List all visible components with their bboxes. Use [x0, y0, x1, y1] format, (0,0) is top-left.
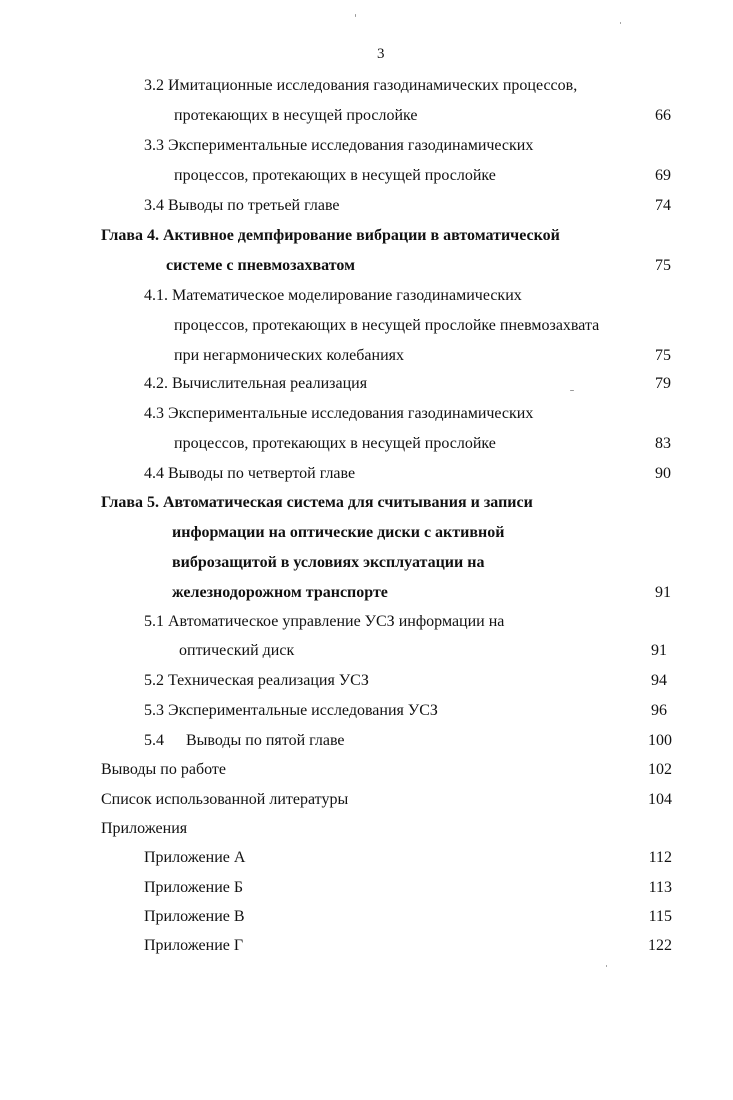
toc-references-page: 104 [648, 791, 672, 808]
toc-chapter-5-title-cont2: виброзащитой в условиях эксплуатации на [172, 554, 485, 571]
toc-entry-3-2-page: 66 [655, 107, 671, 124]
toc-entry-3-4-title: 3.4 Выводы по третьей главе [144, 197, 340, 214]
toc-entry-4-3-title: 4.3 Экспериментальные исследования газодинамических [144, 405, 534, 422]
toc-entry-5-2-page: 94 [651, 672, 667, 689]
toc-references-title: Список использованной литературы [101, 791, 349, 808]
toc-entry-5-4-page: 100 [648, 732, 672, 749]
toc-chapter-4-page: 75 [655, 257, 671, 274]
scan-speck [570, 390, 574, 391]
page-number: 3 [377, 46, 385, 62]
toc-entry-5-4-title: Выводы по пятой главе [186, 732, 345, 749]
toc-entry-3-2-title: 3.2 Имитационные исследования газодинамических процессов, [144, 77, 578, 94]
scan-speck [606, 965, 607, 967]
toc-entry-3-3-page: 69 [655, 167, 671, 184]
toc-appendix-a-page: 112 [648, 849, 672, 866]
toc-appendix-b-title: Приложение Б [144, 879, 244, 896]
toc-appendix-a-title: Приложение А [144, 849, 246, 866]
toc-entry-5-3-title: 5.3 Экспериментальные исследования УСЗ [144, 702, 438, 719]
toc-chapter-5-title-cont3: железнодорожном транспорте [172, 584, 388, 601]
toc-entry-4-1-title-cont: процессов, протекающих в несущей прослойке пневмозахвата [174, 317, 600, 334]
toc-conclusions-page: 102 [648, 761, 672, 778]
toc-appendix-c-title: Приложение В [144, 908, 245, 925]
toc-entry-3-3-title-cont: процессов, протекающих в несущей прослойке [174, 167, 496, 184]
toc-entry-4-3-page: 83 [655, 435, 671, 452]
toc-entry-4-2-title: 4.2. Вычислительная реализация [144, 375, 368, 392]
toc-appendices-title: Приложения [101, 820, 188, 837]
toc-entry-5-4-number: 5.4 [144, 732, 164, 749]
toc-entry-4-1-page: 75 [655, 347, 671, 364]
toc-entry-5-1-title: 5.1 Автоматическое управление УСЗ информации на [144, 613, 505, 630]
toc-entry-5-1-title-cont: оптический диск [179, 642, 295, 659]
toc-chapter-4-title-cont: системе с пневмозахватом [166, 257, 355, 274]
toc-entry-3-2-title-cont: протекающих в несущей прослойке [174, 107, 418, 124]
toc-entry-4-1-title-cont2: при негармонических колебаниях [174, 347, 405, 364]
toc-entry-4-3-title-cont: процессов, протекающих в несущей прослойке [174, 435, 496, 452]
toc-entry-4-1-title: 4.1. Математическое моделирование газодинамических [144, 287, 522, 304]
toc-entry-3-4-page: 74 [655, 197, 671, 214]
scan-speck [620, 22, 621, 24]
toc-entry-5-3-page: 96 [651, 702, 667, 719]
toc-chapter-4-title: Глава 4. Активное демпфирование вибрации в автоматической [101, 227, 560, 244]
toc-entry-5-1-page: 91 [651, 642, 667, 659]
toc-entry-4-2-page: 79 [655, 375, 671, 392]
toc-appendix-d-page: 122 [648, 937, 672, 954]
toc-appendix-c-page: 115 [648, 908, 672, 925]
toc-chapter-5-page: 91 [655, 584, 671, 601]
toc-conclusions-title: Выводы по работе [101, 761, 226, 778]
toc-appendix-d-title: Приложение Г [144, 937, 244, 954]
toc-chapter-5-title: Глава 5. Автоматическая система для считывания и записи [101, 494, 533, 511]
toc-entry-4-4-title: 4.4 Выводы по четвертой главе [144, 465, 356, 482]
toc-entry-5-2-title: 5.2 Техническая реализация УСЗ [144, 672, 369, 689]
toc-entry-4-4-page: 90 [655, 465, 671, 482]
toc-chapter-5-title-cont: информации на оптические диски с активной [172, 524, 505, 541]
scan-speck [355, 14, 356, 17]
toc-appendix-b-page: 113 [648, 879, 672, 896]
toc-entry-3-3-title: 3.3 Экспериментальные исследования газодинамических [144, 137, 534, 154]
